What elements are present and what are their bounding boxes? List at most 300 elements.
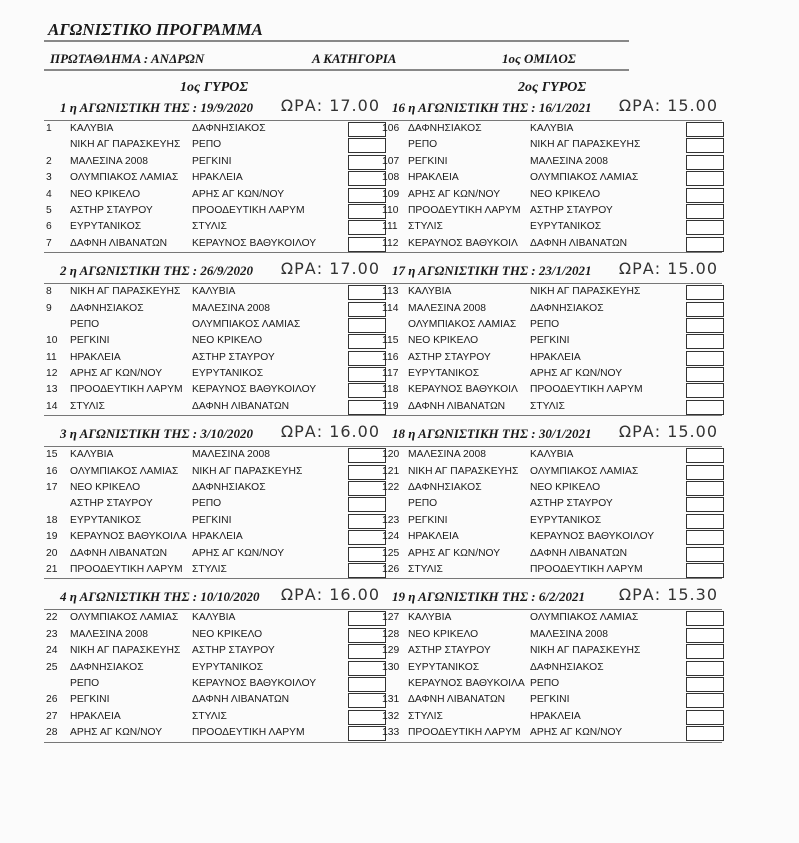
away-team: ΜΑΛΕΣΙΝΑ 2008	[530, 155, 608, 167]
table-row	[44, 496, 384, 512]
matchday-block	[382, 422, 722, 579]
score-box[interactable]	[348, 497, 386, 512]
away-team: ΑΡΗΣ ΑΓ ΚΩΝ/ΝΟΥ	[530, 368, 623, 380]
home-team: ΡΕΓΚΙΝΙ	[408, 155, 448, 167]
home-team: ΝΕΟ ΚΡΙΚΕΛΟ	[408, 628, 479, 640]
away-team: ΕΥΡΥΤΑΝΙΚΟΣ	[192, 661, 264, 673]
matchday-block	[44, 422, 384, 579]
game-number: 6	[46, 221, 52, 233]
score-box[interactable]	[686, 383, 724, 398]
score-box[interactable]	[686, 710, 724, 725]
score-box[interactable]	[686, 481, 724, 496]
away-team: ΔΑΦΝΗ ΛΙΒΑΝΑΤΩΝ	[192, 400, 290, 412]
table-row	[382, 529, 722, 545]
score-box[interactable]	[686, 188, 724, 203]
away-team: ΗΡΑΚΛΕΙΑ	[192, 531, 243, 543]
category-label: Α ΚΑΤΗΓΟΡΙΑ	[312, 51, 397, 66]
game-number: 21	[46, 563, 58, 575]
away-team: ΕΥΡΥΤΑΝΙΚΟΣ	[192, 368, 264, 380]
home-team: ΗΡΑΚΛΕΙΑ	[408, 531, 459, 543]
score-box[interactable]	[686, 302, 724, 317]
table-row	[44, 137, 384, 153]
handwritten-time: ΩΡΑ: 16.00	[280, 585, 380, 605]
score-box[interactable]	[686, 171, 724, 186]
matchday-header	[44, 259, 384, 283]
game-number: 12	[46, 368, 58, 380]
games-list	[382, 120, 722, 253]
games-list	[382, 609, 722, 742]
game-number: 22	[46, 612, 58, 624]
table-row	[44, 676, 384, 692]
table-row	[382, 236, 722, 252]
table-row	[44, 447, 384, 463]
score-box[interactable]	[348, 138, 386, 153]
score-box[interactable]	[686, 138, 724, 153]
away-team: ΝΙΚΗ ΑΓ ΠΑΡΑΣΚΕΥΗΣ	[530, 645, 641, 657]
game-number: 133	[382, 727, 400, 739]
away-team: ΠΡΟΟΔΕΥΤΙΚΗ ΛΑΡΥΜ	[530, 384, 643, 396]
away-team: ΣΤΥΛΙΣ	[530, 400, 565, 412]
score-box[interactable]	[348, 547, 386, 562]
table-row	[44, 480, 384, 496]
score-box[interactable]	[686, 530, 724, 545]
score-box[interactable]	[348, 383, 386, 398]
away-team: ΝΕΟ ΚΡΙΚΕΛΟ	[192, 335, 263, 347]
away-team: ΟΛΥΜΠΙΑΚΟΣ ΛΑΜΙΑΣ	[192, 318, 301, 330]
home-team: ΗΡΑΚΛΕΙΑ	[408, 172, 459, 184]
game-number: 3	[46, 172, 52, 184]
away-team: ΣΤΥΛΙΣ	[192, 710, 227, 722]
score-box[interactable]	[686, 237, 724, 252]
score-box[interactable]	[686, 220, 724, 235]
home-team: ΡΕΓΚΙΝΙ	[408, 514, 448, 526]
score-box[interactable]	[348, 351, 386, 366]
home-team: ΠΡΟΟΔΕΥΤΙΚΗ ΛΑΡΥΜ	[70, 563, 183, 575]
score-box[interactable]	[348, 448, 386, 463]
table-row	[382, 137, 722, 153]
table-row	[44, 187, 384, 203]
home-team: ΑΣΤΗΡ ΣΤΑΥΡΟΥ	[70, 498, 153, 510]
table-row	[382, 709, 722, 725]
matchday-block	[382, 96, 722, 253]
second-round-column	[382, 80, 722, 743]
matchday-label: 19 η ΑΓΩΝΙΣΤΙΚΗ ΤΗΣ : 6/2/2021	[392, 589, 586, 605]
game-number: 121	[382, 465, 400, 477]
home-team: ΝΙΚΗ ΑΓ ΠΑΡΑΣΚΕΥΗΣ	[70, 645, 181, 657]
game-number: 109	[382, 188, 400, 200]
handwritten-time: ΩΡΑ: 15.00	[618, 96, 718, 115]
away-team: ΟΛΥΜΠΙΑΚΟΣ ΛΑΜΙΑΣ	[530, 612, 639, 624]
home-team: ΣΤΥΛΙΣ	[408, 710, 443, 722]
home-team: ΕΥΡΥΤΑΝΙΚΟΣ	[408, 661, 480, 673]
home-team: ΔΑΦΝΗΣΙΑΚΟΣ	[70, 661, 144, 673]
score-box[interactable]	[348, 334, 386, 349]
first-round-column	[44, 80, 384, 743]
score-box[interactable]	[686, 204, 724, 219]
game-number: 117	[382, 368, 399, 380]
matchday-label: 18 η ΑΓΩΝΙΣΤΙΚΗ ΤΗΣ : 30/1/2021	[392, 426, 592, 442]
table-row	[382, 317, 722, 333]
score-box[interactable]	[348, 188, 386, 203]
away-team: ΗΡΑΚΛΕΙΑ	[530, 351, 581, 363]
away-team: ΝΕΟ ΚΡΙΚΕΛΟ	[530, 482, 601, 494]
away-team: ΣΤΥΛΙΣ	[192, 221, 227, 233]
game-number: 19	[46, 531, 58, 543]
table-row	[44, 301, 384, 317]
away-team: ΡΕΓΚΙΝΙ	[530, 335, 570, 347]
score-box[interactable]	[686, 628, 724, 643]
home-team: ΚΕΡΑΥΝΟΣ ΒΑΘΥΚΟΙΛ	[408, 237, 518, 249]
table-row	[44, 284, 384, 300]
score-box[interactable]	[348, 530, 386, 545]
game-number: 118	[382, 384, 399, 396]
round-title-second: 2ος ΓΥΡΟΣ	[517, 80, 587, 95]
away-team: ΑΡΗΣ ΑΓ ΚΩΝ/ΝΟΥ	[530, 727, 623, 739]
handwritten-time: ΩΡΑ: 15.00	[618, 422, 718, 442]
score-box[interactable]	[686, 318, 724, 333]
score-box[interactable]	[686, 547, 724, 562]
away-team: ΔΑΦΝΗ ΛΙΒΑΝΑΤΩΝ	[192, 694, 290, 706]
score-box[interactable]	[348, 644, 386, 659]
home-team: ΚΕΡΑΥΝΟΣ ΒΑΘΥΚΟΙΛΑ	[70, 531, 187, 543]
matchday-header	[382, 96, 722, 120]
home-team: ΚΕΡΑΥΝΟΣ ΒΑΘΥΚΟΙΛ	[408, 384, 518, 396]
matchday-header	[382, 585, 722, 609]
handwritten-time: ΩΡΑ: 15.00	[618, 259, 718, 279]
home-team: ΕΥΡΥΤΑΝΙΚΟΣ	[408, 368, 480, 380]
score-box[interactable]	[686, 693, 724, 708]
home-team: ΔΑΦΝΗΣΙΑΚΟΣ	[408, 123, 482, 134]
score-box[interactable]	[348, 465, 386, 480]
home-team: ΑΡΗΣ ΑΓ ΚΩΝ/ΝΟΥ	[408, 188, 501, 200]
game-number: 16	[46, 465, 58, 477]
score-box[interactable]	[348, 514, 386, 529]
home-team: ΜΑΛΕΣΙΝΑ 2008	[70, 155, 148, 167]
game-number: 28	[46, 727, 58, 739]
table-row	[382, 366, 722, 382]
score-box[interactable]	[348, 220, 386, 235]
score-box[interactable]	[348, 237, 386, 252]
score-box[interactable]	[686, 400, 724, 415]
table-row	[382, 121, 722, 137]
score-box[interactable]	[348, 481, 386, 496]
matchday-block	[44, 585, 384, 742]
away-team: ΑΡΗΣ ΑΓ ΚΩΝ/ΝΟΥ	[192, 188, 285, 200]
matchday-block	[44, 96, 384, 253]
away-team: ΔΑΦΝΗΣΙΑΚΟΣ	[530, 661, 604, 673]
game-number: 8	[46, 286, 52, 298]
away-team: ΡΕΓΚΙΝΙ	[192, 514, 232, 526]
game-number: 126	[382, 563, 400, 575]
table-row	[44, 610, 384, 626]
score-box[interactable]	[348, 693, 386, 708]
championship-label: ΠΡΩΤΑΘΛΗΜΑ : ΑΝΔΡΩΝ	[50, 51, 205, 66]
table-row	[44, 562, 384, 578]
table-row	[382, 187, 722, 203]
table-row	[44, 333, 384, 349]
away-team: ΗΡΑΚΛΕΙΑ	[192, 172, 243, 184]
away-team: ΜΑΛΕΣΙΝΑ 2008	[192, 302, 270, 314]
game-number: 122	[382, 482, 400, 494]
away-team: ΡΕΓΚΙΝΙ	[530, 694, 570, 706]
score-box[interactable]	[686, 644, 724, 659]
home-team: ΕΥΡΥΤΑΝΙΚΟΣ	[70, 221, 142, 233]
home-team: ΠΡΟΟΔΕΥΤΙΚΗ ΛΑΡΥΜ	[408, 727, 521, 739]
table-row	[382, 154, 722, 170]
game-number: 120	[382, 449, 400, 461]
score-box[interactable]	[348, 302, 386, 317]
score-box[interactable]	[686, 334, 724, 349]
game-number: 5	[46, 204, 52, 216]
game-number: 10	[46, 335, 58, 347]
away-team: ΑΣΤΗΡ ΣΤΑΥΡΟΥ	[192, 645, 275, 657]
score-box[interactable]	[348, 726, 386, 741]
away-team: ΠΡΟΟΔΕΥΤΙΚΗ ΛΑΡΥΜ	[530, 563, 643, 575]
game-number: 27	[46, 710, 58, 722]
away-team: ΔΑΦΝΗΣΙΑΚΟΣ	[192, 482, 266, 494]
handwritten-time: ΩΡΑ: 17.00	[280, 96, 380, 115]
table-row	[382, 219, 722, 235]
home-team: ΔΑΦΝΗ ΛΙΒΑΝΑΤΩΝ	[408, 694, 506, 706]
away-team: ΜΑΛΕΣΙΝΑ 2008	[530, 628, 608, 640]
score-box[interactable]	[686, 367, 724, 382]
game-number: 129	[382, 645, 400, 657]
table-row	[44, 170, 384, 186]
table-row	[382, 382, 722, 398]
home-team: ΗΡΑΚΛΕΙΑ	[70, 351, 121, 363]
score-box[interactable]	[686, 285, 724, 300]
score-box[interactable]	[686, 497, 724, 512]
home-team: ΝΕΟ ΚΡΙΚΕΛΟ	[70, 188, 141, 200]
game-number: 4	[46, 188, 52, 200]
away-team: ΚΕΡΑΥΝΟΣ ΒΑΘΥΚΟΙΛΟΥ	[192, 384, 317, 396]
home-team: ΔΑΦΝΗ ΛΙΒΑΝΑΤΩΝ	[408, 400, 506, 412]
game-number: 2	[46, 155, 52, 167]
table-row	[382, 464, 722, 480]
home-team: ΟΛΥΜΠΙΑΚΟΣ ΛΑΜΙΑΣ	[70, 612, 179, 624]
games-list	[44, 446, 384, 579]
table-row	[382, 480, 722, 496]
game-number: 124	[382, 531, 400, 543]
matchday-block	[382, 259, 722, 416]
table-row	[382, 350, 722, 366]
game-number: 119	[382, 400, 399, 412]
home-team: ΑΣΤΗΡ ΣΤΑΥΡΟΥ	[408, 645, 491, 657]
score-box[interactable]	[348, 710, 386, 725]
home-team: ΔΑΦΝΗ ΛΙΒΑΝΑΤΩΝ	[70, 547, 168, 559]
away-team: ΡΕΠΟ	[530, 318, 560, 330]
away-team: ΚΑΛΥΒΙΑ	[192, 612, 236, 624]
header-rule	[44, 69, 629, 71]
away-team: ΣΤΥΛΙΣ	[192, 563, 227, 575]
away-team: ΠΡΟΟΔΕΥΤΙΚΗ ΛΑΡΥΜ	[192, 727, 305, 739]
home-team: ΡΕΠΟ	[408, 498, 438, 510]
score-box[interactable]	[686, 661, 724, 676]
group-label: 1ος ΟΜΙΛΟΣ	[502, 51, 576, 66]
game-number: 1	[46, 123, 52, 134]
score-box[interactable]	[686, 465, 724, 480]
table-row	[44, 366, 384, 382]
table-row	[382, 562, 722, 578]
away-team: ΕΥΡΥΤΑΝΙΚΟΣ	[530, 514, 602, 526]
home-team: ΟΛΥΜΠΙΑΚΟΣ ΛΑΜΙΑΣ	[408, 318, 517, 330]
table-row	[382, 676, 722, 692]
away-team: ΝΙΚΗ ΑΓ ΠΑΡΑΣΚΕΥΗΣ	[192, 465, 303, 477]
matchday-header	[44, 422, 384, 446]
home-team: ΚΑΛΥΒΙΑ	[70, 123, 114, 134]
away-team: ΑΣΤΗΡ ΣΤΑΥΡΟΥ	[530, 498, 613, 510]
score-box[interactable]	[348, 611, 386, 626]
home-team: ΣΤΥΛΙΣ	[408, 563, 443, 575]
score-box[interactable]	[348, 661, 386, 676]
score-box[interactable]	[686, 448, 724, 463]
away-team: ΚΕΡΑΥΝΟΣ ΒΑΘΥΚΟΙΛΟΥ	[530, 531, 655, 543]
home-team: ΜΑΛΕΣΙΝΑ 2008	[408, 302, 486, 314]
game-number: 116	[382, 351, 399, 363]
game-number: 108	[382, 172, 400, 184]
game-number: 125	[382, 547, 400, 559]
page-title: ΑΓΩΝΙΣΤΙΚΟ ΠΡΟΓΡΑΜΜΑ	[48, 20, 263, 39]
score-box[interactable]	[348, 155, 386, 170]
matchday-label: 1 η ΑΓΩΝΙΣΤΙΚΗ ΤΗΣ : 19/9/2020	[60, 100, 254, 115]
matchday-label: 17 η ΑΓΩΝΙΣΤΙΚΗ ΤΗΣ : 23/1/2021	[392, 263, 592, 279]
score-box[interactable]	[686, 677, 724, 692]
games-list	[44, 609, 384, 742]
away-team: ΡΕΠΟ	[530, 677, 560, 689]
home-team: ΡΕΠΟ	[408, 139, 438, 151]
game-number: 107	[382, 155, 400, 167]
game-number: 14	[46, 400, 58, 412]
table-row	[44, 317, 384, 333]
matchday-header	[382, 259, 722, 283]
games-list	[44, 120, 384, 253]
home-team: ΚΕΡΑΥΝΟΣ ΒΑΘΥΚΟΙΛΑ	[408, 677, 525, 689]
away-team: ΗΡΑΚΛΕΙΑ	[530, 710, 581, 722]
away-team: ΔΑΦΝΗΣΙΑΚΟΣ	[192, 123, 266, 134]
score-box[interactable]	[348, 628, 386, 643]
game-number: 114	[382, 302, 399, 314]
score-box[interactable]	[686, 122, 724, 137]
game-number: 106	[382, 123, 400, 134]
game-number: 18	[46, 514, 58, 526]
home-team: ΡΕΠΟ	[70, 318, 100, 330]
game-number: 112	[382, 237, 399, 249]
table-row	[44, 513, 384, 529]
table-row	[382, 643, 722, 659]
matchday-label: 4 η ΑΓΩΝΙΣΤΙΚΗ ΤΗΣ : 10/10/2020	[60, 589, 260, 605]
table-row	[44, 350, 384, 366]
score-box[interactable]	[348, 400, 386, 415]
title-rule	[44, 40, 629, 42]
home-team: ΔΑΦΝΗΣΙΑΚΟΣ	[70, 302, 144, 314]
game-number: 24	[46, 645, 58, 657]
home-team: ΜΑΛΕΣΙΝΑ 2008	[70, 628, 148, 640]
away-team: ΚΕΡΑΥΝΟΣ ΒΑΘΥΚΟΙΛΟΥ	[192, 677, 317, 689]
handwritten-time: ΩΡΑ: 17.00	[280, 259, 380, 279]
score-box[interactable]	[686, 611, 724, 626]
table-row	[382, 399, 722, 415]
home-team: ΝΕΟ ΚΡΙΚΕΛΟ	[70, 482, 141, 494]
score-box[interactable]	[348, 204, 386, 219]
table-row	[382, 725, 722, 741]
home-team: ΟΛΥΜΠΙΑΚΟΣ ΛΑΜΙΑΣ	[70, 172, 179, 184]
away-team: ΑΣΤΗΡ ΣΤΑΥΡΟΥ	[192, 351, 275, 363]
table-row	[382, 170, 722, 186]
game-number: 115	[382, 335, 399, 347]
game-number: 17	[46, 482, 58, 494]
games-list	[382, 283, 722, 416]
matchday-block	[382, 585, 722, 742]
home-team: ΑΣΤΗΡ ΣΤΑΥΡΟΥ	[70, 204, 153, 216]
game-number: 13	[46, 384, 58, 396]
table-row	[382, 447, 722, 463]
game-number: 11	[46, 351, 57, 363]
home-team: ΔΑΦΝΗ ΛΙΒΑΝΑΤΩΝ	[70, 237, 168, 249]
away-team: ΑΣΤΗΡ ΣΤΑΥΡΟΥ	[530, 204, 613, 216]
away-team: ΝΙΚΗ ΑΓ ΠΑΡΑΣΚΕΥΗΣ	[530, 286, 641, 298]
table-row	[44, 529, 384, 545]
handwritten-time: ΩΡΑ: 16.00	[280, 422, 380, 442]
score-box[interactable]	[348, 122, 386, 137]
home-team: ΚΑΛΥΒΙΑ	[408, 286, 452, 298]
table-row	[44, 464, 384, 480]
home-team: ΚΑΛΥΒΙΑ	[408, 612, 452, 624]
score-box[interactable]	[348, 318, 386, 333]
games-list	[44, 283, 384, 416]
score-box[interactable]	[686, 726, 724, 741]
matchday-label: 16 η ΑΓΩΝΙΣΤΙΚΗ ΤΗΣ : 16/1/2021	[392, 100, 592, 115]
game-number: 15	[46, 449, 58, 461]
game-number: 110	[382, 204, 399, 216]
game-number: 7	[46, 237, 52, 249]
score-box[interactable]	[348, 367, 386, 382]
table-row	[382, 627, 722, 643]
home-team: ΡΕΓΚΙΝΙ	[70, 335, 110, 347]
away-team: ΝΕΟ ΚΡΙΚΕΛΟ	[192, 628, 263, 640]
game-number: 130	[382, 661, 400, 673]
table-row	[382, 660, 722, 676]
matchday-label: 2 η ΑΓΩΝΙΣΤΙΚΗ ΤΗΣ : 26/9/2020	[60, 263, 254, 279]
home-team: ΚΑΛΥΒΙΑ	[70, 449, 114, 461]
score-box[interactable]	[686, 155, 724, 170]
table-row	[44, 643, 384, 659]
game-number: 9	[46, 302, 52, 314]
score-box[interactable]	[686, 563, 724, 578]
away-team: ΔΑΦΝΗ ΛΙΒΑΝΑΤΩΝ	[530, 547, 628, 559]
game-number: 123	[382, 514, 400, 526]
table-row	[44, 660, 384, 676]
table-row	[44, 154, 384, 170]
home-team: ΡΕΓΚΙΝΙ	[70, 694, 110, 706]
table-row	[382, 546, 722, 562]
away-team: ΝΙΚΗ ΑΓ ΠΑΡΑΣΚΕΥΗΣ	[530, 139, 641, 151]
away-team: ΔΑΦΝΗ ΛΙΒΑΝΑΤΩΝ	[530, 237, 628, 249]
score-box[interactable]	[348, 285, 386, 300]
game-number: 127	[382, 612, 400, 624]
games-list	[382, 446, 722, 579]
score-box[interactable]	[348, 563, 386, 578]
table-row	[44, 236, 384, 252]
table-row	[382, 284, 722, 300]
score-box[interactable]	[348, 171, 386, 186]
score-box[interactable]	[686, 351, 724, 366]
score-box[interactable]	[348, 677, 386, 692]
score-box[interactable]	[686, 514, 724, 529]
home-team: ΝΙΚΗ ΑΓ ΠΑΡΑΣΚΕΥΗΣ	[70, 139, 181, 151]
away-team: ΡΕΠΟ	[192, 139, 222, 151]
home-team: ΣΤΥΛΙΣ	[408, 221, 443, 233]
table-row	[382, 333, 722, 349]
